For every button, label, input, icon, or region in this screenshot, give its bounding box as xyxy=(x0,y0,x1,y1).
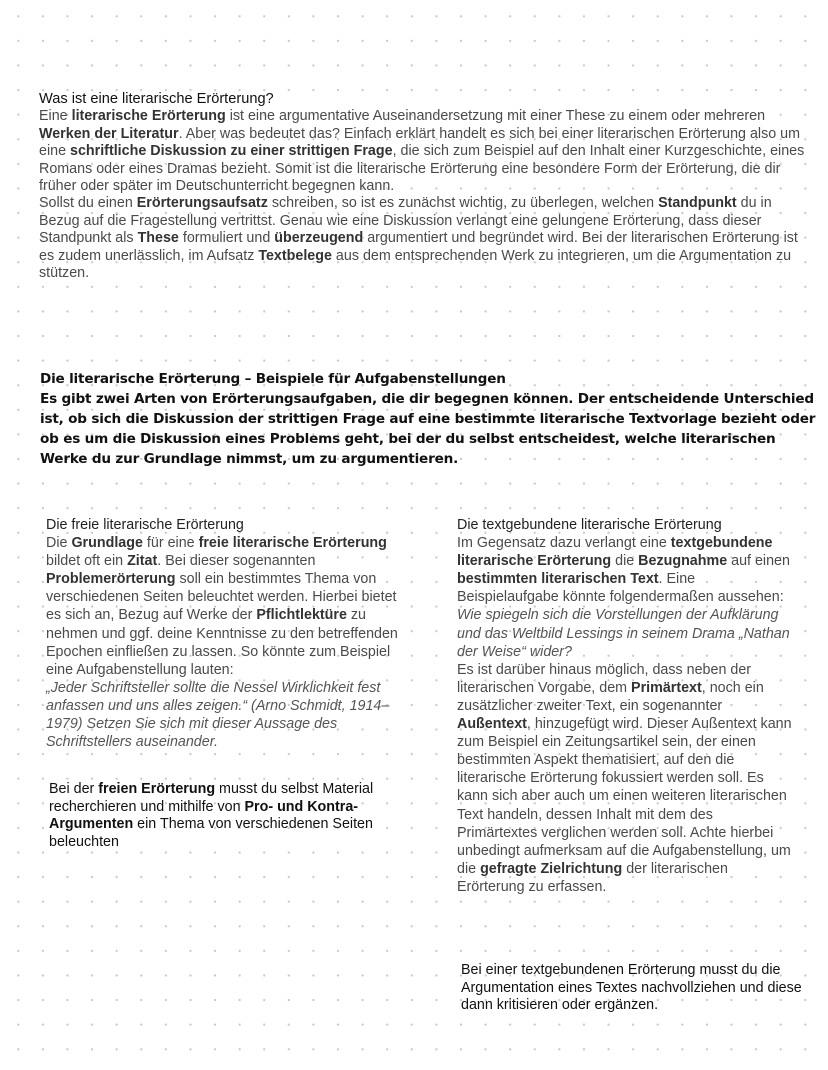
emphasized-term: überzeugend xyxy=(274,230,364,247)
text-run: bildet oft ein xyxy=(46,553,128,570)
text-run: die xyxy=(611,553,639,570)
textbound-erorterung-summary xyxy=(461,962,806,1015)
emphasized-term: Pro- und Kontra-Argumenten xyxy=(49,798,359,833)
textbound-erorterung-summary-text: Bei einer textgebundenen Erörterung musst du die Argumentation eines Textes nachvollziehen und diese dann kritisieren oder ergänzen. xyxy=(461,962,802,1014)
emphasized-term: gefragte Zielrichtung xyxy=(480,860,623,877)
text-run: Bei der xyxy=(49,781,99,797)
free-erorterung-summary xyxy=(49,781,409,851)
text-run: . Bei dieser sogenannten xyxy=(157,553,316,570)
text-run: argumentiert und begründet wird. Bei der literarischen Erörterung ist es zudem unerlässlich, im Aufsatz xyxy=(39,230,798,264)
textbound-erorterung-example-quote: Wie spiegeln sich die Vorstellungen der Aufklärung und das Weltbild Lessings in seinem Drama „Nathan der Weise“ wider? xyxy=(457,607,790,660)
emphasized-term: freie literarische Erörterung xyxy=(198,535,387,552)
text-run: ein Thema von verschiedenen Seiten beleuchten xyxy=(49,816,373,850)
task-types-title: Die literarische Erörterung – Beispiele für Aufgabenstellungen xyxy=(40,371,506,387)
emphasized-term: Grundlage xyxy=(71,535,143,552)
text-run: schreiben, so ist es zunächst wichtig, zu überlegen, welchen xyxy=(267,195,659,212)
intro-paragraph-standpoint xyxy=(39,195,809,282)
textbound-erorterung-details xyxy=(457,661,797,896)
free-erorterung-column xyxy=(46,516,406,751)
task-types-body: Es gibt zwei Arten von Erörterungsaufgaben, die dir begegnen können. Der entscheidende Unterschied ist, ob sich die Diskussion der strittigen Frage auf eine bestimmte literarische Textvorlage bezieht oder ob es um die Diskussion eines Problems geht, bei der du selbst entscheidest, welche literarischen Werke du zur Grundlage nimmst, um zu argumentieren. xyxy=(40,391,816,467)
text-run: zu nehmen und ggf. deine Kenntnisse zu den betreffenden Epochen einfließen zu lassen. So könnte zum Beispiel eine Aufgabenstellung lauten: xyxy=(46,607,398,678)
text-run: Die xyxy=(46,535,72,552)
textbound-erorterung-column xyxy=(457,516,797,896)
text-run: Es ist darüber hinaus möglich, dass neben der literarischen Vorgabe, dem xyxy=(457,661,752,696)
intro-title: Was ist eine literarische Erörterung? xyxy=(39,91,274,107)
emphasized-term: These xyxy=(137,230,179,247)
text-run: . Eine Beispielaufgabe könnte folgendermaßen aussehen: xyxy=(457,571,784,606)
text-run: der literarischen Erörterung zu erfassen. xyxy=(457,860,728,895)
emphasized-term: Bezugnahme xyxy=(638,553,728,570)
emphasized-term: Erörterungsaufsatz xyxy=(136,195,268,212)
text-run: aus dem entsprechenden Werk zu integrieren, um die Argumentation zu stützen. xyxy=(39,247,792,282)
text-run: , noch ein zusätzlicher zweiter Text, ein sogenannter xyxy=(457,679,764,714)
text-run: Sollst du einen xyxy=(39,195,137,212)
emphasized-term: Standpunkt xyxy=(658,195,737,212)
text-run: musst du selbst Material recherchieren und mithilfe von xyxy=(49,781,374,815)
text-run: Im Gegensatz dazu verlangt eine xyxy=(457,535,671,552)
intro-paragraph-definition xyxy=(39,108,809,195)
emphasized-term: Außentext xyxy=(457,716,527,733)
text-run: du in Bezug auf die Fragestellung vertrittst. Genau wie eine Diskussion verlangt eine gelungene Erörterung, dass dieser Standpunkt als xyxy=(39,195,772,247)
text-run: ist eine argumentative Auseinandersetzung mit einer These zu einem oder mehreren xyxy=(225,108,766,125)
intro-section xyxy=(39,91,809,282)
text-run: . Aber was bedeutet das? Einfach erklärt handelt es sich bei einer literarischen Erörterung also um eine xyxy=(39,125,801,160)
emphasized-term: Zitat xyxy=(127,553,158,570)
emphasized-term: bestimmten literarischen Text xyxy=(457,571,659,588)
emphasized-term: Pflichtlektüre xyxy=(256,607,347,624)
emphasized-term: schriftliche Diskussion zu einer strittigen Frage xyxy=(70,143,393,160)
emphasized-term: Primärtext xyxy=(631,679,702,696)
text-run: , die sich zum Beispiel auf den Inhalt einer Kurzgeschichte, eines Romans oder eines Dramas bezieht. Somit ist die literarische Erörterung eine besondere Form der Erörterung, die dir früher oder später im Deutschunterricht begegnen kann. xyxy=(39,143,805,195)
textbound-erorterung-body xyxy=(457,534,797,606)
text-run: soll ein bestimmtes Thema von verschiedenen Seiten beleuchtet werden. Hierbei bietet es sich an, Bezug auf Werke der xyxy=(46,571,397,624)
text-run: auf einen xyxy=(727,553,790,570)
text-run: formuliert und xyxy=(178,230,275,247)
free-erorterung-example-quote: „Jeder Schriftsteller sollte die Nessel Wirklichkeit fest anfassen und uns alles zeigen.“ (Arno Schmidt, 1914–1979) Setzen Sie sich mit dieser Aussage des Schriftstellers auseinander. xyxy=(46,679,390,751)
emphasized-term: Problemerörterung xyxy=(46,571,176,588)
task-types-section xyxy=(40,369,825,469)
text-run: , hinzugefügt wird. Dieser Außentext kann zum Beispiel ein Zeitungsartikel sein, der einen bestimmten Aspekt thematisiert, auf den die literarische Erörterung fokussiert werden soll. Es kann sich aber auch um einen weiteren literarischen Text handeln, dessen Inhalt mit dem des Primärtextes verglichen werden soll. Achte hierbei unbedingt aufmerksam auf die Aufgabenstellung, um die xyxy=(457,716,792,877)
emphasized-term: Textbelege xyxy=(258,247,332,264)
free-erorterung-title: Die freie literarische Erörterung xyxy=(46,517,244,533)
text-run: für eine xyxy=(142,535,199,552)
text-run: Eine xyxy=(39,108,72,125)
emphasized-term: textgebundene literarische Erörterung xyxy=(457,535,773,570)
emphasized-term: freien Erörterung xyxy=(98,781,216,797)
emphasized-term: literarische Erörterung xyxy=(71,108,226,125)
emphasized-term: Werken der Literatur xyxy=(39,125,179,142)
textbound-erorterung-title: Die textgebundene literarische Erörterung xyxy=(457,517,722,533)
free-erorterung-body xyxy=(46,534,406,679)
free-erorterung-summary-text xyxy=(49,781,409,851)
